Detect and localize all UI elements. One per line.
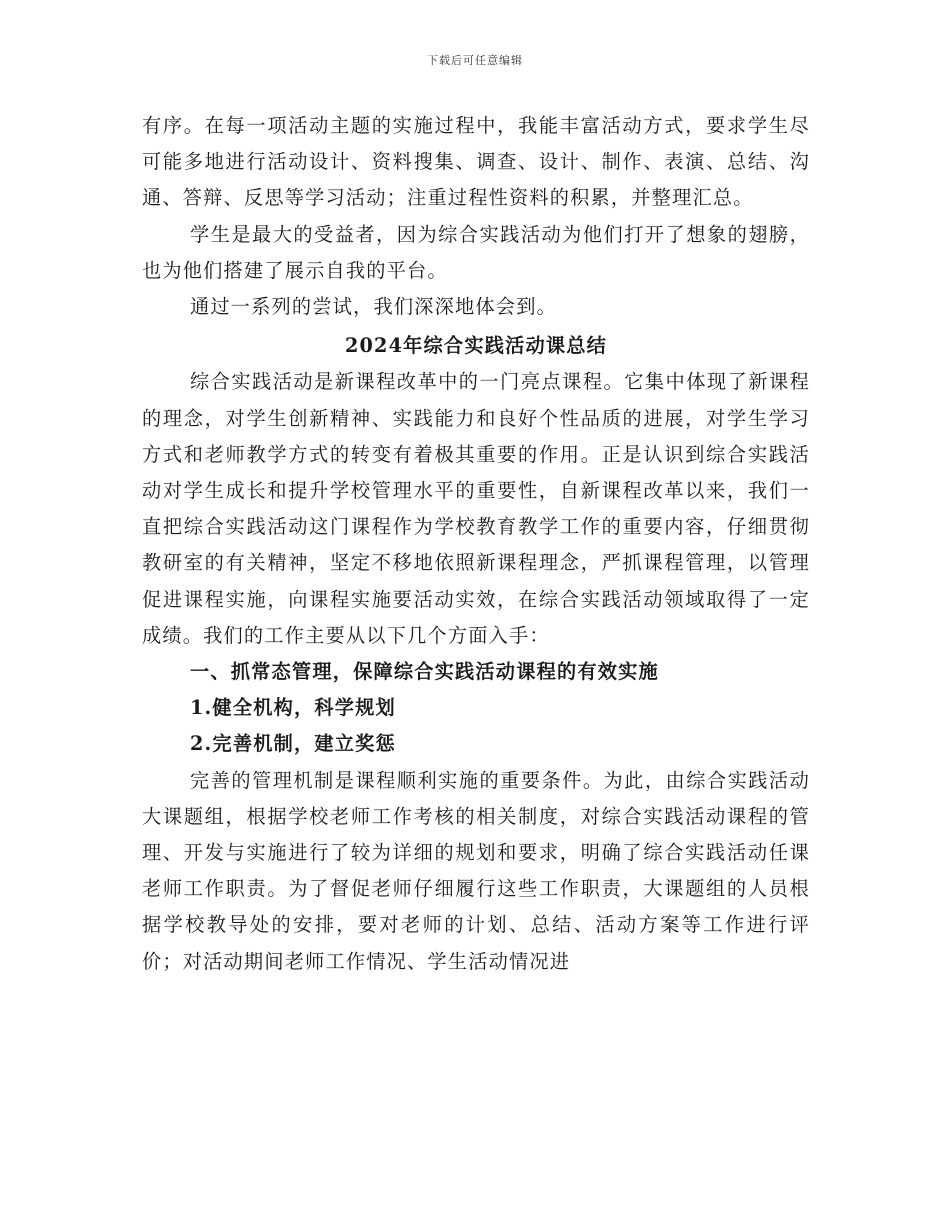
paragraph-introduction: 综合实践活动是新课程改革中的一门亮点课程。它集中体现了新课程的理念，对学生创新精神、实践能力和良好个性品质的进展，对学生学习方式和老师教学方式的转变有着极其重要的作用。正是认识到综合实践活动对学生成长和提升学校管理水平的重要性，自新课程改革以来，我们一直把综合实践活动这门课程作为学校教育教学工作的重要内容，仔细贯彻教研室的有关精神，坚定不移地依照新课程理念，严抓课程管理，以管理促进课程实施，向课程实施要活动实效，在综合实践活动领域取得了一定成绩。我们的工作主要从以下几个方面入手： <box>142 370 810 647</box>
paragraph-students-benefit: 学生是最大的受益者，因为综合实践活动为他们打开了想象的翅膀，也为他们搭建了展示自我的平台。 <box>142 222 810 282</box>
section-heading-1: 一、抓常态管理，保障综合实践活动课程的有效实施 <box>190 660 659 684</box>
page-header: 下载后可任意编辑 <box>427 54 523 67</box>
document-title: 2024年综合实践活动课总结 <box>344 334 608 358</box>
subsection-heading-2: 2.完善机制，建立奖惩 <box>190 732 396 756</box>
paragraph-experience: 通过一系列的尝试，我们深深地体会到。 <box>190 295 557 319</box>
paragraph-mechanism: 完善的管理机制是课程顺利实施的重要条件。为此，由综合实践活动大课题组，根据学校老师工作考核的相关制度，对综合实践活动课程的管理、开发与实施进行了较为详细的规划和要求，明确了综合实践活动任课老师工作职责。为了督促老师仔细履行这些工作职责，大课题组的人员根据学校教导处的安排，要对老师的计划、总结、活动方案等工作进行评价；对活动期间老师工作情况、学生活动情况进 <box>142 768 810 973</box>
document-body <box>142 108 810 980</box>
subsection-heading-1: 1.健全机构，科学规划 <box>190 696 396 720</box>
paragraph-continuation: 有序。在每一项活动主题的实施过程中，我能丰富活动方式，要求学生尽可能多地进行活动设计、资料搜集、调查、设计、制作、表演、总结、沟通、答辩、反思等学习活动；注重过程性资料的积累，并整理汇总。 <box>142 114 810 210</box>
